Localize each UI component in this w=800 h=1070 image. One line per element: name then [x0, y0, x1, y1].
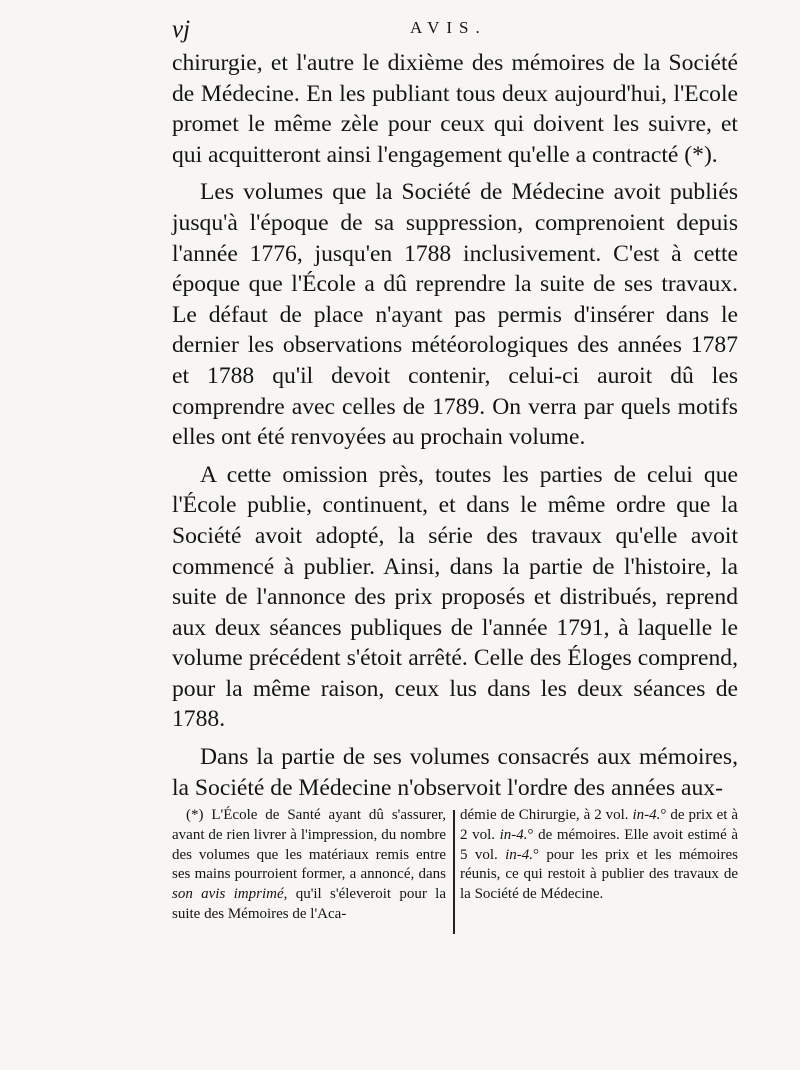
footnote-column-rule — [453, 810, 455, 934]
footnote-right-part: ° de mémoires. Elle avoit estimé à 5 vol. — [460, 826, 738, 863]
paragraph-volumes: Les volumes que la Société de Médecine avoit publiés jusqu'à l'époque de sa suppression, comprenoient depuis l'année 1776, jusqu'en 1788 inclusivement. C'est à cette époque que l'École a dû reprendre la suite de ses travaux. Le défaut de place n'ayant pas permis d'insérer dans le dernier les observations météorologiques des années 1787 et 1788 qu'il devoit contenir, celui-ci auroit dû les comprendre avec celles de 1789. On verra par quels motifs elles ont été renvoyées au prochain volume. — [172, 179, 738, 451]
footnote-right-part: démie de Chirurgie, à 2 vol. — [460, 807, 633, 823]
footnote-marker: (*) — [186, 807, 204, 823]
footnote-right-part: ° de prix et à 2 vol. — [460, 807, 738, 843]
paragraph-memoires: Dans la partie de ses volumes consacrés aux mémoires, la Société de Médecine n'observoit l'ordre des années aux- — [172, 744, 738, 801]
paragraph-omission: A cette omission près, toutes les parties de celui que l'École publie, continuent, et dans le même ordre que la Société avoit adopté, la série des travaux qu'elle avoit commencé à publier. Ainsi, dans la partie de l'histoire, la suite de l'annonce des prix proposés et distribués, reprend aux deux séances publiques de l'année 1791, à laquelle le volume précédent s'étoit arrêté. Celle des Éloges comprend, pour la même raison, ceux lus dans les deux séances de 1788. — [172, 461, 738, 733]
footnote-block — [172, 806, 738, 938]
footnote-right-column — [460, 806, 738, 905]
footnote-left-text: L'École de Santé ayant dû s'assurer, avant de rien livrer à l'impression, du nombre des volumes que les matériaux remis entre ses mains pourroient former, a annoncé, dans — [172, 807, 446, 883]
footnote-left-column — [172, 806, 446, 925]
footnote-right-part-italic: in-4. — [632, 807, 661, 823]
paragraph-continuation: chirurgie, et l'autre le dixième des mémoires de la Société de Médecine. En les publiant tous deux aujourd'hui, l'Ecole promet le même zèle pour ceux qui doivent les suivre, et qui acquitteront ainsi l'engagement qu'elle a contracté (*). — [172, 50, 738, 168]
footnote-right-part-italic: in-4. — [499, 826, 528, 843]
running-head: AVIS. — [410, 18, 487, 37]
body-text — [172, 48, 738, 803]
footnote-right-part: ° pour les prix et les mémoires réunis, ce qui restoit à publier des travaux de la Société de Médecine. — [460, 846, 738, 903]
page-number: vj — [172, 16, 191, 43]
footnote-left-text-end: , qu'il s'éleveroit pour la suite des Mémoires de l'Aca- — [172, 886, 446, 922]
footnote-right-part-italic: in-4. — [505, 846, 534, 863]
page-header — [172, 14, 740, 44]
footnote-left-italic: son avis imprimé — [172, 886, 284, 903]
